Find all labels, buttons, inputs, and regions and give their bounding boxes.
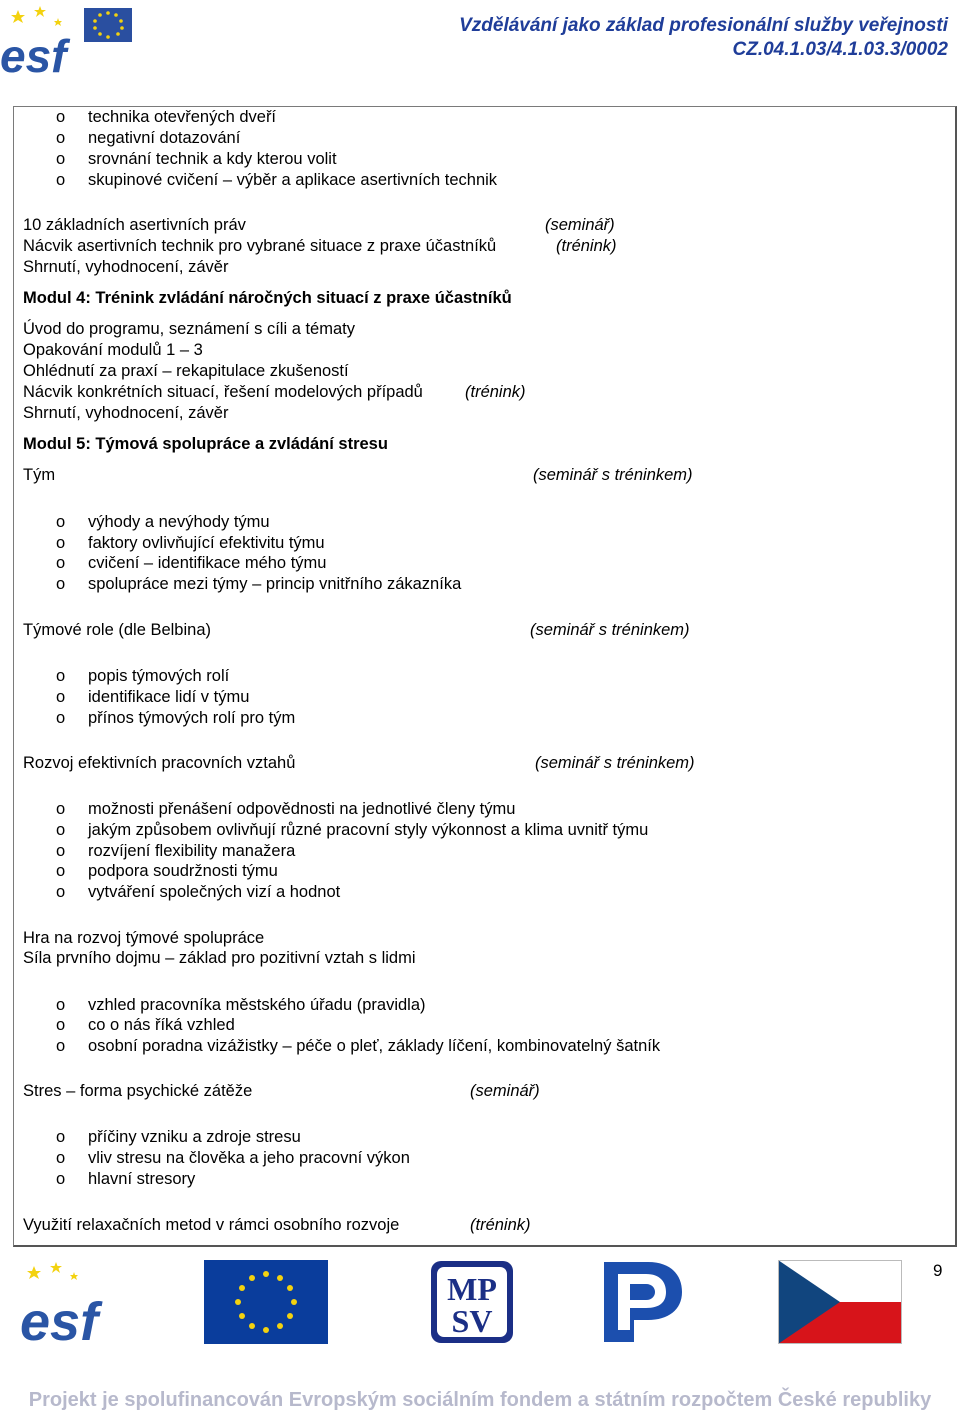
bullet-marker: o <box>56 108 66 126</box>
bullet-marker: o <box>56 821 66 839</box>
partner-p-logo <box>600 1260 686 1344</box>
bullet-marker: o <box>56 842 66 860</box>
page-number: 9 <box>933 1261 943 1280</box>
text-line: Nácvik asertivních technik pro vybrané situace z praxe účastníků <box>23 237 497 255</box>
list-item: příčiny vzniku a zdroje stresu <box>88 1128 301 1146</box>
list-item: cvičení – identifikace mého týmu <box>88 554 327 572</box>
section-title: Rozvoj efektivních pracovních vztahů <box>23 754 296 772</box>
list-item: spolupráce mezi týmy – princip vnitřního zákazníka <box>88 575 462 593</box>
bullet-marker: o <box>56 513 66 531</box>
text-line: Nácvik konkrétních situací, řešení modelových případů <box>23 383 423 401</box>
bullet-marker: o <box>56 996 66 1014</box>
text-line: Hra na rozvoj týmové spolupráce <box>23 929 265 947</box>
text-line: Ohlédnutí za praxí – rekapitulace zkušeností <box>23 362 349 380</box>
bullet-marker: o <box>56 171 66 189</box>
bullet-marker: o <box>56 862 66 880</box>
bullet-marker: o <box>56 1037 66 1055</box>
tag-seminar-trenink: (seminář s tréninkem) <box>533 466 693 484</box>
list-item: technika otevřených dveří <box>88 108 277 126</box>
bullet-marker: o <box>56 883 66 901</box>
list-item: hlavní stresory <box>88 1170 196 1188</box>
section-title: Stres – forma psychické zátěže <box>23 1082 253 1100</box>
header-title <box>459 14 948 62</box>
tag-seminar-trenink: (seminář s tréninkem) <box>535 754 695 772</box>
czech-flag-icon <box>778 1260 902 1344</box>
esf-logo-text: esf <box>0 30 67 74</box>
list-item: vytváření společných vizí a hodnot <box>88 883 341 901</box>
section-title: Tým <box>23 466 56 484</box>
mpsv-logo-line1: MP <box>447 1271 497 1307</box>
esf-eu-header-logo <box>0 4 140 74</box>
tag-seminar: (seminář) <box>545 216 615 234</box>
bullet-marker: o <box>56 1170 66 1188</box>
tag-trenink: (trénink) <box>556 237 617 255</box>
list-item: vzhled pracovníka městského úřadu (pravidla) <box>88 996 426 1014</box>
list-item: podpora soudržnosti týmu <box>88 862 278 880</box>
text-line: 10 základních asertivních práv <box>23 216 246 234</box>
list-item: identifikace lidí v týmu <box>88 688 250 706</box>
section-title: Využití relaxačních metod v rámci osobního rozvoje <box>23 1216 400 1234</box>
header-title-line1: Vzdělávání jako základ profesionální služby veřejnosti <box>459 15 948 36</box>
tag-trenink: (trénink) <box>470 1216 531 1234</box>
text-line: Opakování modulů 1 – 3 <box>23 341 203 359</box>
esf-footer-logo <box>20 1260 114 1344</box>
list-item: přínos týmových rolí pro tým <box>88 709 296 727</box>
header-project-code: CZ.04.1.03/4.1.03.3/0002 <box>732 39 948 60</box>
list-item: jakým způsobem ovlivňují různé pracovní styly výkonnost a klima uvnitř týmu <box>88 821 649 839</box>
list-item: co o nás říká vzhled <box>88 1016 235 1034</box>
list-item: skupinové cvičení – výběr a aplikace asertivních technik <box>88 171 498 189</box>
list-item: negativní dotazování <box>88 129 241 147</box>
tag-seminar: (seminář) <box>470 1082 540 1100</box>
text-line: Shrnutí, vyhodnocení, závěr <box>23 404 229 422</box>
bullet-marker: o <box>56 688 66 706</box>
bullet-marker: o <box>56 1016 66 1034</box>
mpsv-logo <box>430 1260 514 1344</box>
bullet-marker: o <box>56 534 66 552</box>
text-line: Síla prvního dojmu – základ pro pozitivní vztah s lidmi <box>23 949 416 967</box>
list-item: rozvíjení flexibility manažera <box>88 842 296 860</box>
bullet-marker: o <box>56 667 66 685</box>
bullet-marker: o <box>56 575 66 593</box>
tag-seminar-trenink: (seminář s tréninkem) <box>530 621 690 639</box>
bullet-marker: o <box>56 800 66 818</box>
footer-cofinancing-text: Projekt je spolufinancován Evropským sociálním fondem a státním rozpočtem České republiky <box>28 1389 932 1411</box>
text-line: Úvod do programu, seznámení s cíli a tématy <box>23 320 355 338</box>
bullet-marker: o <box>56 129 66 147</box>
tag-trenink: (trénink) <box>465 383 526 401</box>
eu-flag-icon <box>204 1260 328 1344</box>
bullet-marker: o <box>56 554 66 572</box>
text-line: Shrnutí, vyhodnocení, závěr <box>23 258 229 276</box>
bullet-marker: o <box>56 1149 66 1167</box>
list-item: faktory ovlivňující efektivitu týmu <box>88 534 325 552</box>
bullet-marker: o <box>56 709 66 727</box>
bullet-marker: o <box>56 1128 66 1146</box>
esf-footer-logo-text: esf <box>20 1292 99 1344</box>
list-item: výhody a nevýhody týmu <box>88 513 270 531</box>
list-item: možnosti přenášení odpovědnosti na jednotlivé členy týmu <box>88 800 516 818</box>
list-item: popis týmových rolí <box>88 667 230 685</box>
modul5-heading: Modul 5: Týmová spolupráce a zvládání stresu <box>23 435 388 453</box>
bullet-marker: o <box>56 150 66 168</box>
list-item: vliv stresu na člověka a jeho pracovní výkon <box>88 1149 410 1167</box>
list-item: osobní poradna vizážistky – péče o pleť, základy líčení, kombinovatelný šatník <box>88 1037 661 1055</box>
list-item: srovnání technik a kdy kterou volit <box>88 150 337 168</box>
mpsv-logo-line2: SV <box>451 1303 493 1339</box>
section-title: Týmové role (dle Belbina) <box>23 621 211 639</box>
modul4-heading: Modul 4: Trénink zvládání náročných situací z praxe účastníků <box>23 289 512 307</box>
